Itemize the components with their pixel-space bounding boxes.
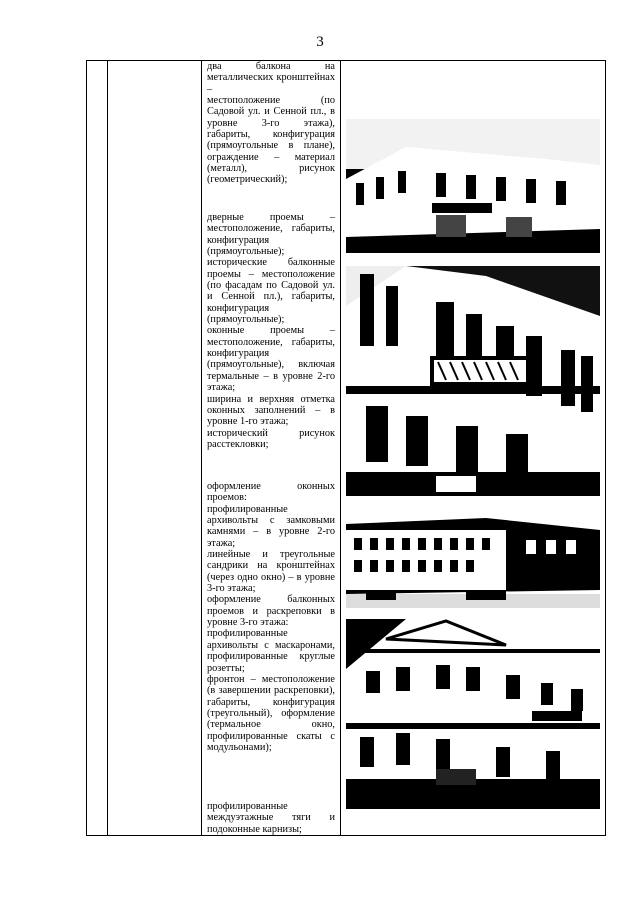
- column-divider: [107, 61, 108, 835]
- text-paragraph: оформление балконных проемов и раскреповки в уровне 3-го этажа:: [207, 594, 335, 629]
- column-divider: [201, 61, 202, 835]
- text-paragraph: ширина и верхняя отметка оконных заполнений – в уровне 1-го этажа;: [207, 393, 335, 428]
- text-paragraph: дверные проемы – местоположение, габариты, конфигурация (прямоугольные);: [207, 212, 335, 258]
- document-table: [86, 60, 606, 836]
- facade-photo: [346, 119, 600, 253]
- street-photo: [346, 510, 600, 608]
- text-paragraph: фронтон – местоположение (в завершении раскреповки), габариты, конфигурация (треугольный), оформление (термальное окно, профилированные скаты с модульонами);: [207, 673, 335, 753]
- text-paragraph: профилированные архивольты с замковыми камнями – в уровне 2-го этажа;: [207, 503, 335, 549]
- text-paragraph: исторические балконные проемы – местоположение (по фасадам по Садовой ул. и Сенной пл.), габариты, конфигурация (прямоугольные);: [207, 257, 335, 326]
- text-paragraph: линейные и треугольные сандрики на кронштейнах (через одно окно) – в уровне 3-го этажа;: [207, 549, 335, 595]
- column-divider: [340, 61, 341, 835]
- text-paragraph: профилированные архивольты с маскаронами, профилированные круглые розетты;: [207, 628, 335, 674]
- text-paragraph: местоположение (по Садовой ул. и Сенной пл., в уровне 3-го этажа), габариты, конфигурация (прямоугольные в плане), ограждение – материал (металл), рисунок (геометрический);: [207, 95, 335, 186]
- balcony-photo: [346, 266, 600, 496]
- pediment-photo: [346, 619, 600, 809]
- text-paragraph: профилированные междуэтажные тяги и подоконные карнизы;: [207, 801, 335, 835]
- text-paragraph: оформление оконных проемов:: [207, 481, 335, 504]
- text-block: [207, 61, 335, 186]
- text-paragraph: два балконa на металлических кронштейнах –: [207, 61, 335, 95]
- text-block: [207, 481, 335, 753]
- text-paragraph: исторический рисунок расстекловки;: [207, 427, 335, 450]
- text-block: [207, 801, 335, 835]
- text-block: [207, 212, 335, 450]
- page-number: 3: [316, 34, 324, 50]
- text-paragraph: оконные проемы – местоположение, габариты, конфигурация (прямоугольные), включая термальные – в уровне 2-го этажа;: [207, 325, 335, 394]
